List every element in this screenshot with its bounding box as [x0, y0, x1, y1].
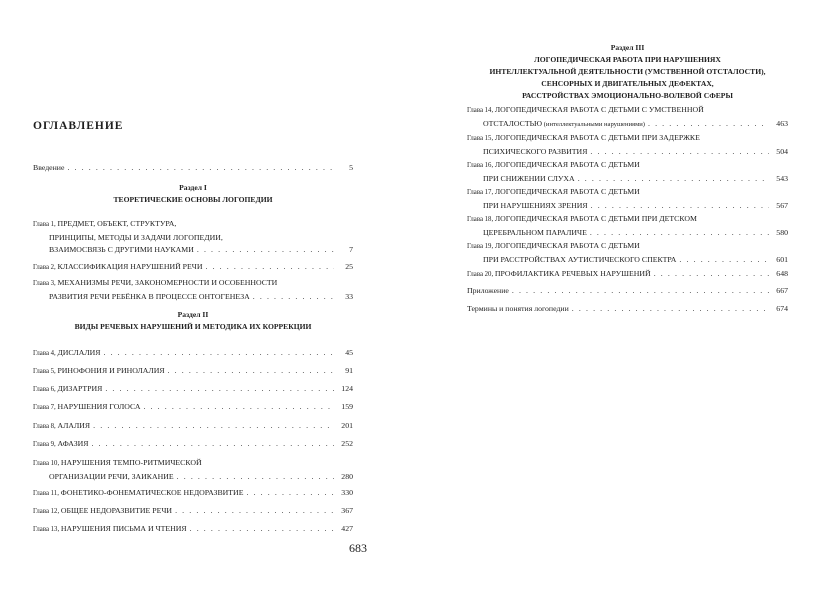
toc-entry-chapter[interactable] [33, 347, 353, 361]
entry-title: ПРИНЦИПЫ, МЕТОДЫ И ЗАДАЧИ ЛОГОПЕДИИ, [49, 232, 223, 242]
entry-line [33, 291, 353, 304]
page-ref: 601 [776, 254, 788, 264]
entry-title: АЛАЛИЯ [57, 421, 91, 430]
chapter-number: Глава 14, [467, 107, 495, 114]
section-title: РАССТРОЙСТВАХ ЭМОЦИОНАЛЬНО-ВОЛЕВОЙ СФЕРЫ [522, 91, 733, 100]
page-ref: 543 [776, 173, 788, 183]
entry-title: АФАЗИЯ [57, 439, 89, 448]
dot-leader [91, 438, 334, 451]
entry-line [467, 132, 788, 146]
entry-line [33, 505, 353, 519]
chapter-number: Глава 16, [467, 162, 495, 169]
entry-line [33, 347, 353, 361]
entry-title: ДИЗАРТРИЯ [57, 384, 103, 393]
entry-title: ЛОГОПЕДИЧЕСКАЯ РАБОТА С ДЕТЬМИ ПРИ ЗАДЕРЖКЕ [494, 133, 700, 142]
section-title: ВИДЫ РЕЧЕВЫХ НАРУШЕНИЙ И МЕТОДИКА ИХ КОРРЕКЦИИ [74, 322, 312, 331]
toc-title: ОГЛАВЛЕНИЕ [33, 120, 124, 132]
chapter-number: Глава 20, [467, 271, 495, 278]
entry-line [33, 471, 353, 484]
page-ref: 280 [341, 471, 353, 481]
entry-line [33, 218, 353, 232]
entry-line [467, 213, 788, 227]
entry-title: ЦЕРЕБРАЛЬНОМ ПАРАЛИЧЕ [483, 227, 587, 237]
entry-title: ПСИХИЧЕСКОГО РАЗВИТИЯ [483, 146, 588, 156]
entry-title: ДИСЛАЛИЯ [57, 348, 101, 357]
entry-title: ПРОФИЛАКТИКА РЕЧЕВЫХ НАРУШЕНИЙ [494, 269, 651, 278]
chapter-number: Глава 8, [33, 423, 58, 430]
entry-line [33, 244, 353, 257]
dot-leader [590, 146, 769, 159]
page-ref: 5 [349, 163, 353, 172]
entry-title: НАРУШЕНИЯ ТЕМПО-РИТМИЧЕСКОЙ [60, 458, 202, 467]
entry-line [467, 186, 788, 200]
section-heading [33, 182, 353, 206]
section-title: ТЕОРЕТИЧЕСКИЕ ОСНОВЫ ЛОГОПЕДИИ [113, 195, 273, 204]
toc-entry-intro[interactable] [33, 162, 353, 175]
entry-title: Приложение [467, 286, 509, 295]
page-ref: 580 [776, 227, 788, 237]
page-ref: 367 [341, 506, 353, 515]
section-label: Раздел II [177, 310, 209, 319]
entry-title: РИНОФОНИЯ И РИНОЛАЛИЯ [57, 366, 165, 375]
section-heading [467, 42, 788, 102]
dot-leader [590, 227, 769, 240]
page-ref: 427 [341, 524, 353, 533]
entry-line [33, 420, 353, 434]
toc-entry-chapter[interactable] [33, 365, 353, 379]
toc-entry-chapter[interactable] [467, 240, 788, 266]
page-ref: 45 [345, 348, 353, 357]
entry-line [467, 104, 788, 118]
section-title: ЛОГОПЕДИЧЕСКАЯ РАБОТА ПРИ НАРУШЕНИЯХ [534, 55, 721, 64]
toc-entry-chapter[interactable] [33, 277, 353, 303]
entry-line [33, 232, 353, 245]
entry-line [33, 162, 353, 175]
chapter-number: Глава 15, [467, 135, 495, 142]
dot-leader [572, 303, 769, 316]
chapter-number: Глава 10, [33, 460, 61, 467]
entry-title: ФОНЕТИКО-ФОНЕМАТИЧЕСКОЕ НЕДОРАЗВИТИЕ [60, 488, 244, 497]
entry-title: ПРИ СНИЖЕНИИ СЛУХА [483, 173, 575, 183]
toc-entry-chapter[interactable] [33, 401, 353, 415]
toc-entry-chapter[interactable] [33, 457, 353, 483]
entry-title: ЛОГОПЕДИЧЕСКАЯ РАБОТА С ДЕТЬМИ [494, 241, 640, 250]
entry-title: ПРИ РАССТРОЙСТВАХ АУТИСТИЧЕСКОГО СПЕКТРА [483, 254, 677, 264]
toc-entry-chapter[interactable] [33, 505, 353, 519]
entry-line [467, 240, 788, 254]
page-ref: 33 [345, 291, 353, 301]
dot-leader [177, 471, 334, 484]
entry-title: ЛОГОПЕДИЧЕСКАЯ РАБОТА С ДЕТЬМИ [494, 187, 640, 196]
entry-line [33, 401, 353, 415]
toc-entry-chapter[interactable] [33, 487, 353, 501]
dot-leader [190, 523, 334, 536]
entry-note: (интеллектуальными нарушениями) [542, 120, 645, 128]
left-page [33, 0, 367, 600]
entry-line [33, 438, 353, 452]
page-ref: 91 [345, 366, 353, 375]
page-ref: 7 [349, 245, 353, 254]
entry-title: ОТСТАЛОСТЬЮ [483, 118, 543, 128]
entry-title: ОБЩЕЕ НЕДОРАЗВИТИЕ РЕЧИ [60, 506, 173, 515]
entry-line [467, 159, 788, 173]
toc-entry-glossary[interactable] [467, 303, 788, 316]
entry-title: ПРИ НАРУШЕНИЯХ ЗРЕНИЯ [483, 200, 588, 210]
chapter-number: Глава 17, [467, 189, 495, 196]
dot-leader [175, 505, 334, 518]
entry-line [467, 303, 788, 316]
entry-title: Термины и понятия логопедии [467, 304, 569, 313]
toc-entry-chapter[interactable] [467, 132, 788, 158]
dot-leader [67, 162, 334, 175]
toc-entry-chapter[interactable] [467, 159, 788, 185]
dot-leader [654, 268, 769, 281]
chapter-number: Глава 6, [33, 386, 58, 393]
dot-leader [578, 173, 769, 186]
toc-entry-chapter[interactable] [467, 104, 788, 131]
dot-leader [103, 347, 334, 360]
chapter-number: Глава 11, [33, 490, 61, 497]
page-ref: 504 [776, 146, 788, 156]
section-label: Раздел I [179, 183, 207, 192]
entry-title: НАРУШЕНИЯ ПИСЬМА И ЧТЕНИЯ [60, 524, 187, 533]
chapter-number: Глава 7, [33, 404, 58, 411]
toc-entry-chapter[interactable] [467, 186, 788, 212]
chapter-number: Глава 13, [33, 526, 61, 533]
entry-title: МЕХАНИЗМЫ РЕЧИ, ЗАКОНОМЕРНОСТИ И ОСОБЕННОСТИ [57, 278, 278, 287]
entry-title: НАРУШЕНИЯ ГОЛОСА [57, 402, 141, 411]
dot-leader [93, 420, 334, 433]
entry-line [467, 254, 788, 267]
page-ref: 567 [776, 200, 788, 210]
page-ref: 463 [776, 118, 788, 128]
toc-entry-chapter[interactable] [33, 261, 353, 275]
entry-title: ОРГАНИЗАЦИИ РЕЧИ, ЗАИКАНИЕ [49, 471, 174, 481]
entry-line [467, 118, 788, 132]
dot-leader [591, 200, 769, 213]
entry-line [467, 173, 788, 186]
page-ref: 159 [341, 402, 353, 411]
entry-title: ЛОГОПЕДИЧЕСКАЯ РАБОТА С ДЕТЬМИ [494, 160, 640, 169]
entry-title: КЛАССИФИКАЦИЯ НАРУШЕНИЙ РЕЧИ [57, 262, 203, 271]
chapter-number: Глава 3, [33, 280, 58, 287]
chapter-number: Глава 2, [33, 264, 58, 271]
toc-entry-chapter[interactable] [33, 438, 353, 452]
page-number: 683 [349, 541, 367, 555]
right-page [467, 0, 788, 600]
chapter-number: Глава 9, [33, 441, 58, 448]
dot-leader [168, 365, 334, 378]
entry-line [33, 277, 353, 291]
entry-line [33, 457, 353, 471]
dot-leader [246, 487, 334, 500]
chapter-number: Глава 5, [33, 368, 58, 375]
entry-title: ПРЕДМЕТ, ОБЪЕКТ, СТРУКТУРА, [57, 219, 177, 228]
entry-line [33, 487, 353, 501]
section-title: СЕНСОРНЫХ И ДВИГАТЕЛЬНЫХ ДЕФЕКТАХ, [541, 79, 714, 88]
page-ref: 124 [341, 384, 353, 393]
entry-line [467, 200, 788, 213]
entry-title: ЛОГОПЕДИЧЕСКАЯ РАБОТА С ДЕТЬМИ ПРИ ДЕТСКОМ [494, 214, 697, 223]
dot-leader [105, 383, 334, 396]
dot-leader [512, 285, 769, 298]
toc-entry-chapter[interactable] [33, 523, 353, 537]
chapter-number: Глава 1, [33, 221, 58, 228]
entry-title: Введение [33, 163, 65, 172]
page-ref: 330 [341, 488, 353, 497]
page-ref: 674 [776, 304, 788, 313]
chapter-number: Глава 12, [33, 508, 61, 515]
entry-line [33, 383, 353, 397]
page-ref: 252 [341, 439, 353, 448]
entry-line [33, 261, 353, 275]
entry-line [467, 227, 788, 240]
entry-line [467, 146, 788, 159]
entry-line [33, 523, 353, 537]
toc-entry-appendix[interactable] [467, 285, 788, 298]
dot-leader [197, 244, 334, 257]
toc-entry-chapter[interactable] [467, 268, 788, 282]
page-ref: 201 [341, 421, 353, 430]
entry-line [467, 268, 788, 282]
page-ref: 667 [776, 286, 788, 295]
entry-title: ЛОГОПЕДИЧЕСКАЯ РАБОТА С ДЕТЬМИ С УМСТВЕННОЙ [494, 105, 704, 114]
toc-entry-chapter[interactable] [33, 420, 353, 434]
chapter-number: Глава 4, [33, 350, 58, 357]
page-ref: 25 [345, 262, 353, 271]
dot-leader [143, 401, 334, 414]
section-title: ИНТЕЛЛЕКТУАЛЬНОЙ ДЕЯТЕЛЬНОСТИ (УМСТВЕННОЙ ОТСТАЛОСТИ), [489, 67, 766, 76]
section-label: Раздел III [610, 43, 645, 52]
dot-leader [679, 254, 769, 267]
page-ref: 648 [776, 269, 788, 278]
dot-leader [648, 118, 769, 131]
toc-entry-chapter[interactable] [33, 383, 353, 397]
entry-title: ВЗАИМОСВЯЗЬ С ДРУГИМИ НАУКАМИ [49, 245, 194, 254]
toc-entry-chapter[interactable] [33, 218, 353, 257]
toc-entry-chapter[interactable] [467, 213, 788, 239]
entry-line [33, 365, 353, 379]
dot-leader [253, 291, 334, 304]
chapter-number: Глава 19, [467, 243, 495, 250]
chapter-number: Глава 18, [467, 216, 495, 223]
entry-title: РАЗВИТИЯ РЕЧИ РЕБЁНКА В ПРОЦЕССЕ ОНТОГЕНЕЗА [49, 291, 250, 301]
entry-line [467, 285, 788, 298]
dot-leader [205, 261, 334, 274]
section-heading [33, 309, 353, 333]
